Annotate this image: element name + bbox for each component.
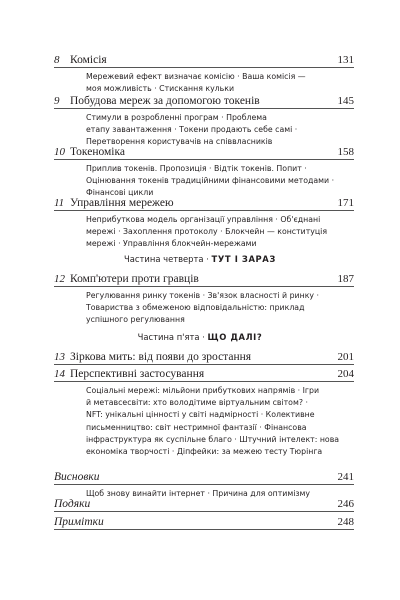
toc-entry-14[interactable] (54, 367, 354, 458)
chapter-number: 12 (54, 273, 65, 285)
chapter-subtopics (86, 112, 338, 149)
divider (54, 511, 354, 512)
page-number: 145 (337, 95, 354, 107)
toc-entry-9[interactable] (54, 94, 354, 149)
subtopic-line: успішного регулювання (86, 315, 185, 325)
chapter-subtopics (86, 71, 338, 95)
divider (54, 484, 354, 485)
subtopic-line: Соціальні мережі: мільйони прибуткових напрямів · Ігри (86, 386, 320, 395)
chapter-subtopics (86, 290, 338, 327)
page-number: 201 (337, 351, 354, 363)
divider (54, 364, 354, 365)
chapter-subtopics (86, 385, 338, 458)
chapter-number: 14 (54, 368, 65, 380)
toc-entry-8[interactable] (54, 53, 354, 95)
subtopic-line: Оцінювання токенів традиційними фінансовими методами · (86, 176, 335, 186)
chapter-number: 11 (54, 197, 65, 209)
toc-entry-13[interactable] (54, 350, 354, 366)
subtopic-line: Перетворення користувачів на співвласників (86, 137, 273, 147)
section-title: Подяки (54, 498, 91, 510)
subtopic-line: економіка творчості · Діпфейки: за межею тесту Тюрінга (86, 447, 323, 457)
chapter-title: Перспективні застосування (70, 368, 205, 380)
subtopic-line: Приплив токенів. Пропозиція · Відтік токенів. Попит · (86, 164, 307, 173)
divider (54, 381, 354, 382)
subtopic-line: NFT: унікальні цінності у світі надмірності · Колективне (86, 410, 315, 420)
section-title: Висновки (54, 471, 100, 483)
chapter-title: Зіркова мить: від появи до зростання (70, 351, 252, 363)
section-title: Примітки (54, 516, 104, 528)
part-heading (0, 254, 400, 264)
page-number: 246 (337, 498, 354, 510)
page-number: 171 (337, 197, 354, 209)
part-title: ТУТ І ЗАРАЗ (211, 254, 276, 264)
divider (54, 210, 354, 211)
page-number: 158 (337, 146, 354, 158)
subtopic-line: інфраструктура як суспільне благо · Штучний інтелект: нова (86, 434, 340, 444)
toc-entry-acknowledgements[interactable] (54, 497, 354, 513)
subtopic-line: мережі · Захоплення протоколу · Блокчейн — конституція (86, 227, 328, 237)
part-title: ЩО ДАЛІ? (207, 332, 263, 342)
subtopic-line: етапу завантаження · Токени продають себе самі · (86, 125, 298, 135)
page-number: 187 (337, 273, 354, 285)
chapter-title: Комп'ютери проти гравців (70, 273, 199, 285)
toc-entry-notes[interactable] (54, 515, 354, 531)
subtopic-line: Стимули в розробленні програм · Проблема (86, 113, 267, 122)
subtopic-line: письменництво: світ нестримної фантазії · Фінансова (86, 422, 307, 432)
chapter-number: 13 (54, 351, 65, 363)
toc-entry-conclusions[interactable] (54, 470, 354, 500)
subtopic-line: Товариства з обмеженою відповідальністю: приклад (86, 303, 305, 313)
chapter-title: Комісія (70, 54, 107, 66)
page-number: 131 (337, 54, 354, 66)
part-label: Частина четверта · (124, 254, 212, 264)
toc-entry-11[interactable] (54, 196, 354, 251)
chapter-number: 10 (54, 146, 65, 158)
chapter-title: Токеноміка (70, 146, 125, 158)
divider (54, 159, 354, 160)
part-heading (0, 332, 400, 342)
chapter-number: 8 (54, 54, 60, 66)
page-number: 204 (337, 368, 354, 380)
divider (54, 286, 354, 287)
subtopic-line: Мережевий ефект визначає комісію · Ваша комісія — (86, 72, 306, 81)
subtopic-line: моя можливість · Стискання кульки (86, 84, 235, 94)
subtopic-line: Щоб знову винайти інтернет · Причина для оптимізму (86, 489, 311, 498)
page-number: 241 (337, 471, 354, 483)
chapter-title: Побудова мереж за допомогою токенів (70, 95, 260, 107)
subtopic-line: Фінансові цикли (86, 188, 154, 198)
subtopic-line: мережі · Управління блокчейн-мережами (86, 239, 257, 249)
toc-entry-12[interactable] (54, 272, 354, 327)
divider (54, 67, 354, 68)
subtopic-line: й метавсесвіти: хто володітиме віртуальним світом? · (86, 398, 308, 408)
subtopic-line: Неприбуткова модель організації управління · Об'єднані (86, 215, 321, 224)
toc-entry-10[interactable] (54, 145, 354, 200)
subtopic-line: Регулювання ринку токенів · Зв'язок власності й ринку · (86, 291, 319, 300)
divider (54, 108, 354, 109)
part-label: Частина п'ята · (137, 332, 208, 342)
divider (54, 529, 354, 530)
page-number: 248 (337, 516, 354, 528)
chapter-subtopics (86, 214, 338, 251)
chapter-subtopics (86, 163, 338, 200)
chapter-number: 9 (54, 95, 60, 107)
chapter-title: Управління мережею (70, 197, 174, 209)
